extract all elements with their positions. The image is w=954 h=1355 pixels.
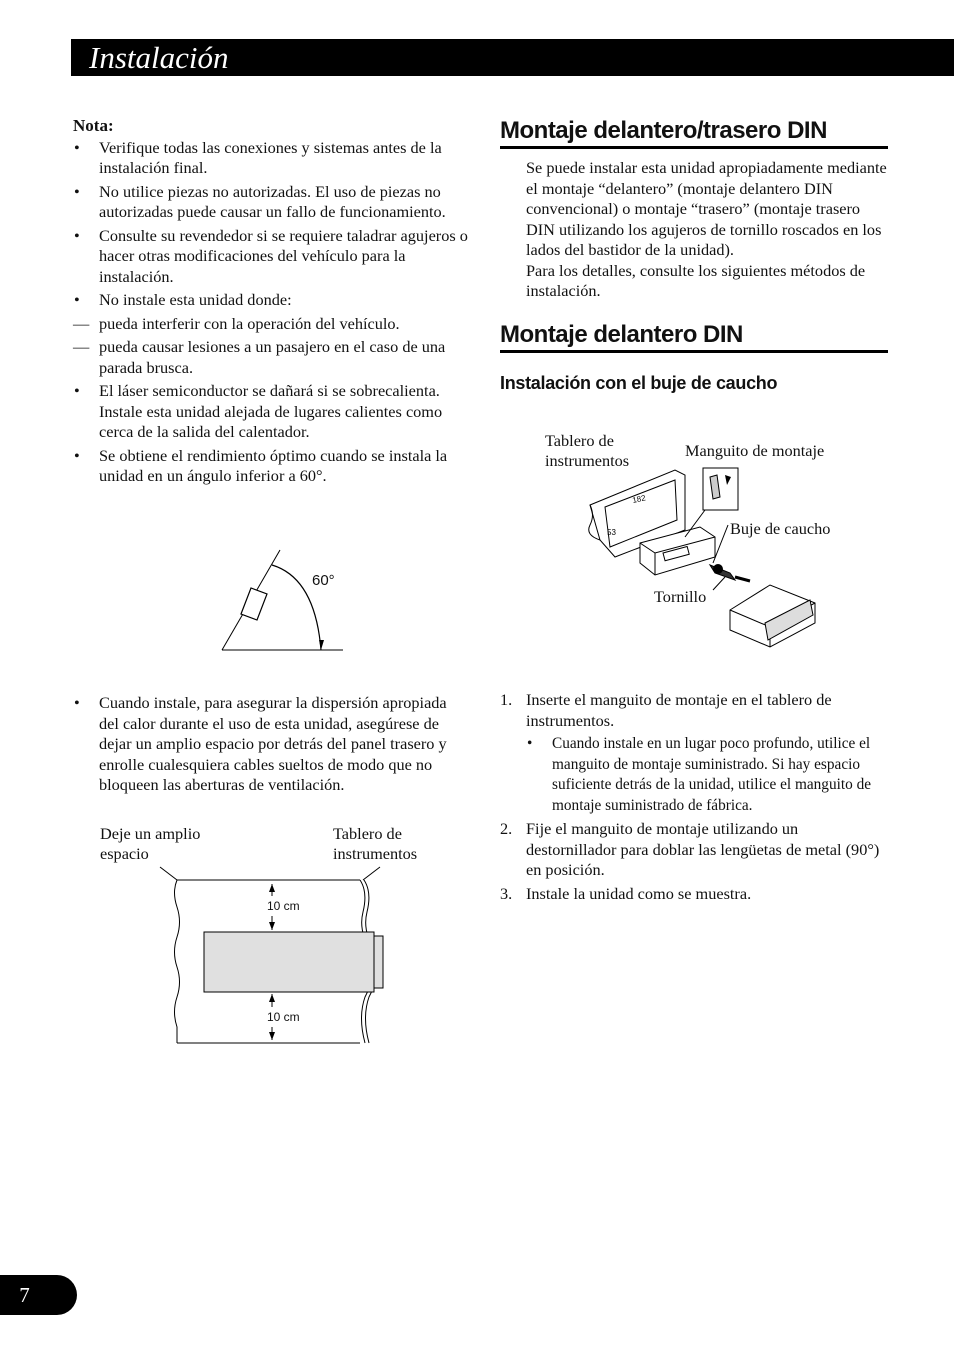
clearance-bottom-label: 10 cm [267, 1007, 300, 1027]
step-subitem: • Cuando instale en un lugar poco profundo, utilice el manguito de montaje suministrado. Si hay espacio suficiente detrás de la unidad, utilice el manguito de montaje suministrado de fábrica. [526, 734, 890, 816]
step-item [500, 690, 890, 816]
install-diagram [585, 465, 820, 650]
fig-sleeve-label: Manguito de montaje [685, 441, 825, 460]
list-item: • Se obtiene el rendimiento óptimo cuando se instala la unidad en un ángulo inferior a 60°. [73, 446, 468, 487]
steps-container [500, 690, 890, 907]
list-item: • No utilice piezas no autorizadas. El uso de piezas no autorizadas puede causar un fallo de funcionamiento. [73, 182, 468, 223]
list-item-text: No instale esta unidad donde: [99, 290, 292, 309]
fig-dashboard-label: Tablero de instrumentos [545, 431, 630, 470]
step-number: 1. [500, 690, 513, 709]
right-column [500, 116, 890, 393]
page-number: 7 [19, 1283, 30, 1307]
intro-paragraph: Se puede instalar esta unidad apropiadamente mediante el montaje “delantero” (montaje delantero DIN convencional) o montaje “trasero” (montaje trasero DIN utilizando los agujeros de tornillo roscados en los lados del bastidor de la unidad). [526, 158, 887, 259]
step-number: 3. [500, 883, 513, 903]
space-label: Deje un amplio espacio [100, 824, 201, 863]
step-text: Fije el manguito de montaje utilizando un destornillador para doblar las lengüetas de metal (90°) en posición. [526, 819, 880, 879]
step-item [500, 819, 890, 881]
page-title: Instalación [89, 40, 229, 75]
step-item [500, 884, 890, 905]
clearance-top-label: 10 cm [267, 896, 300, 916]
step-text: Inserte el manguito de montaje en el tablero de instrumentos. [526, 690, 832, 730]
svg-text:182: 182 [631, 493, 647, 505]
dashboard-label: Tablero de instrumentos [333, 824, 418, 863]
list-item: • Consulte su revendedor si se requiere taladrar agujeros o hacer otras modificaciones del vehículo para la instalación. [73, 226, 468, 288]
section-heading: Montaje delantero/trasero DIN [500, 116, 888, 149]
left-column [73, 116, 468, 490]
svg-text:53: 53 [607, 528, 616, 537]
step-sublist [526, 734, 890, 816]
steps-list [500, 690, 890, 904]
note-list [73, 138, 468, 311]
step-number: 2. [500, 819, 513, 838]
dash-item: — pueda interferir con la operación del vehículo. [73, 314, 468, 335]
list-item [73, 290, 468, 311]
section-heading: Montaje delantero DIN [500, 320, 888, 353]
angle-diagram [215, 548, 350, 656]
left-column-2 [73, 693, 468, 799]
note-list-2 [73, 381, 468, 487]
fig-screw-label: Tornillo [654, 587, 707, 606]
subsection-heading: Instalación con el buje de caucho [500, 372, 778, 393]
dash-list [73, 314, 468, 379]
details-paragraph: Para los detalles, consulte los siguientes métodos de instalación. [526, 260, 866, 300]
heat-list [73, 693, 468, 796]
header-bar [71, 39, 954, 76]
list-item: • El láser semiconductor se dañará si se sobrecalienta. Instale esta unidad alejada de lugares calientes como cerca de la salida del calentador. [73, 381, 468, 443]
list-item: • Cuando instale, para asegurar la dispersión apropiada del calor durante el uso de esta unidad, asegúrese de dejar un amplio espacio por detrás del panel trasero y enrolle cualesquiera cables sueltos de modo que no bloqueen las aberturas de ventilación. [73, 693, 468, 796]
page-number-tab [0, 1275, 77, 1315]
fig-bushing-label: Buje de caucho [730, 519, 831, 538]
angle-label: 60° [312, 572, 335, 589]
note-label: Nota: [73, 116, 114, 135]
list-item: • Verifique todas las conexiones y sistemas antes de la instalación final. [73, 138, 468, 179]
step-text: Instale la unidad como se muestra. [526, 883, 752, 903]
dash-item: — pueda causar lesiones a un pasajero en el caso de una parada brusca. [73, 337, 468, 378]
